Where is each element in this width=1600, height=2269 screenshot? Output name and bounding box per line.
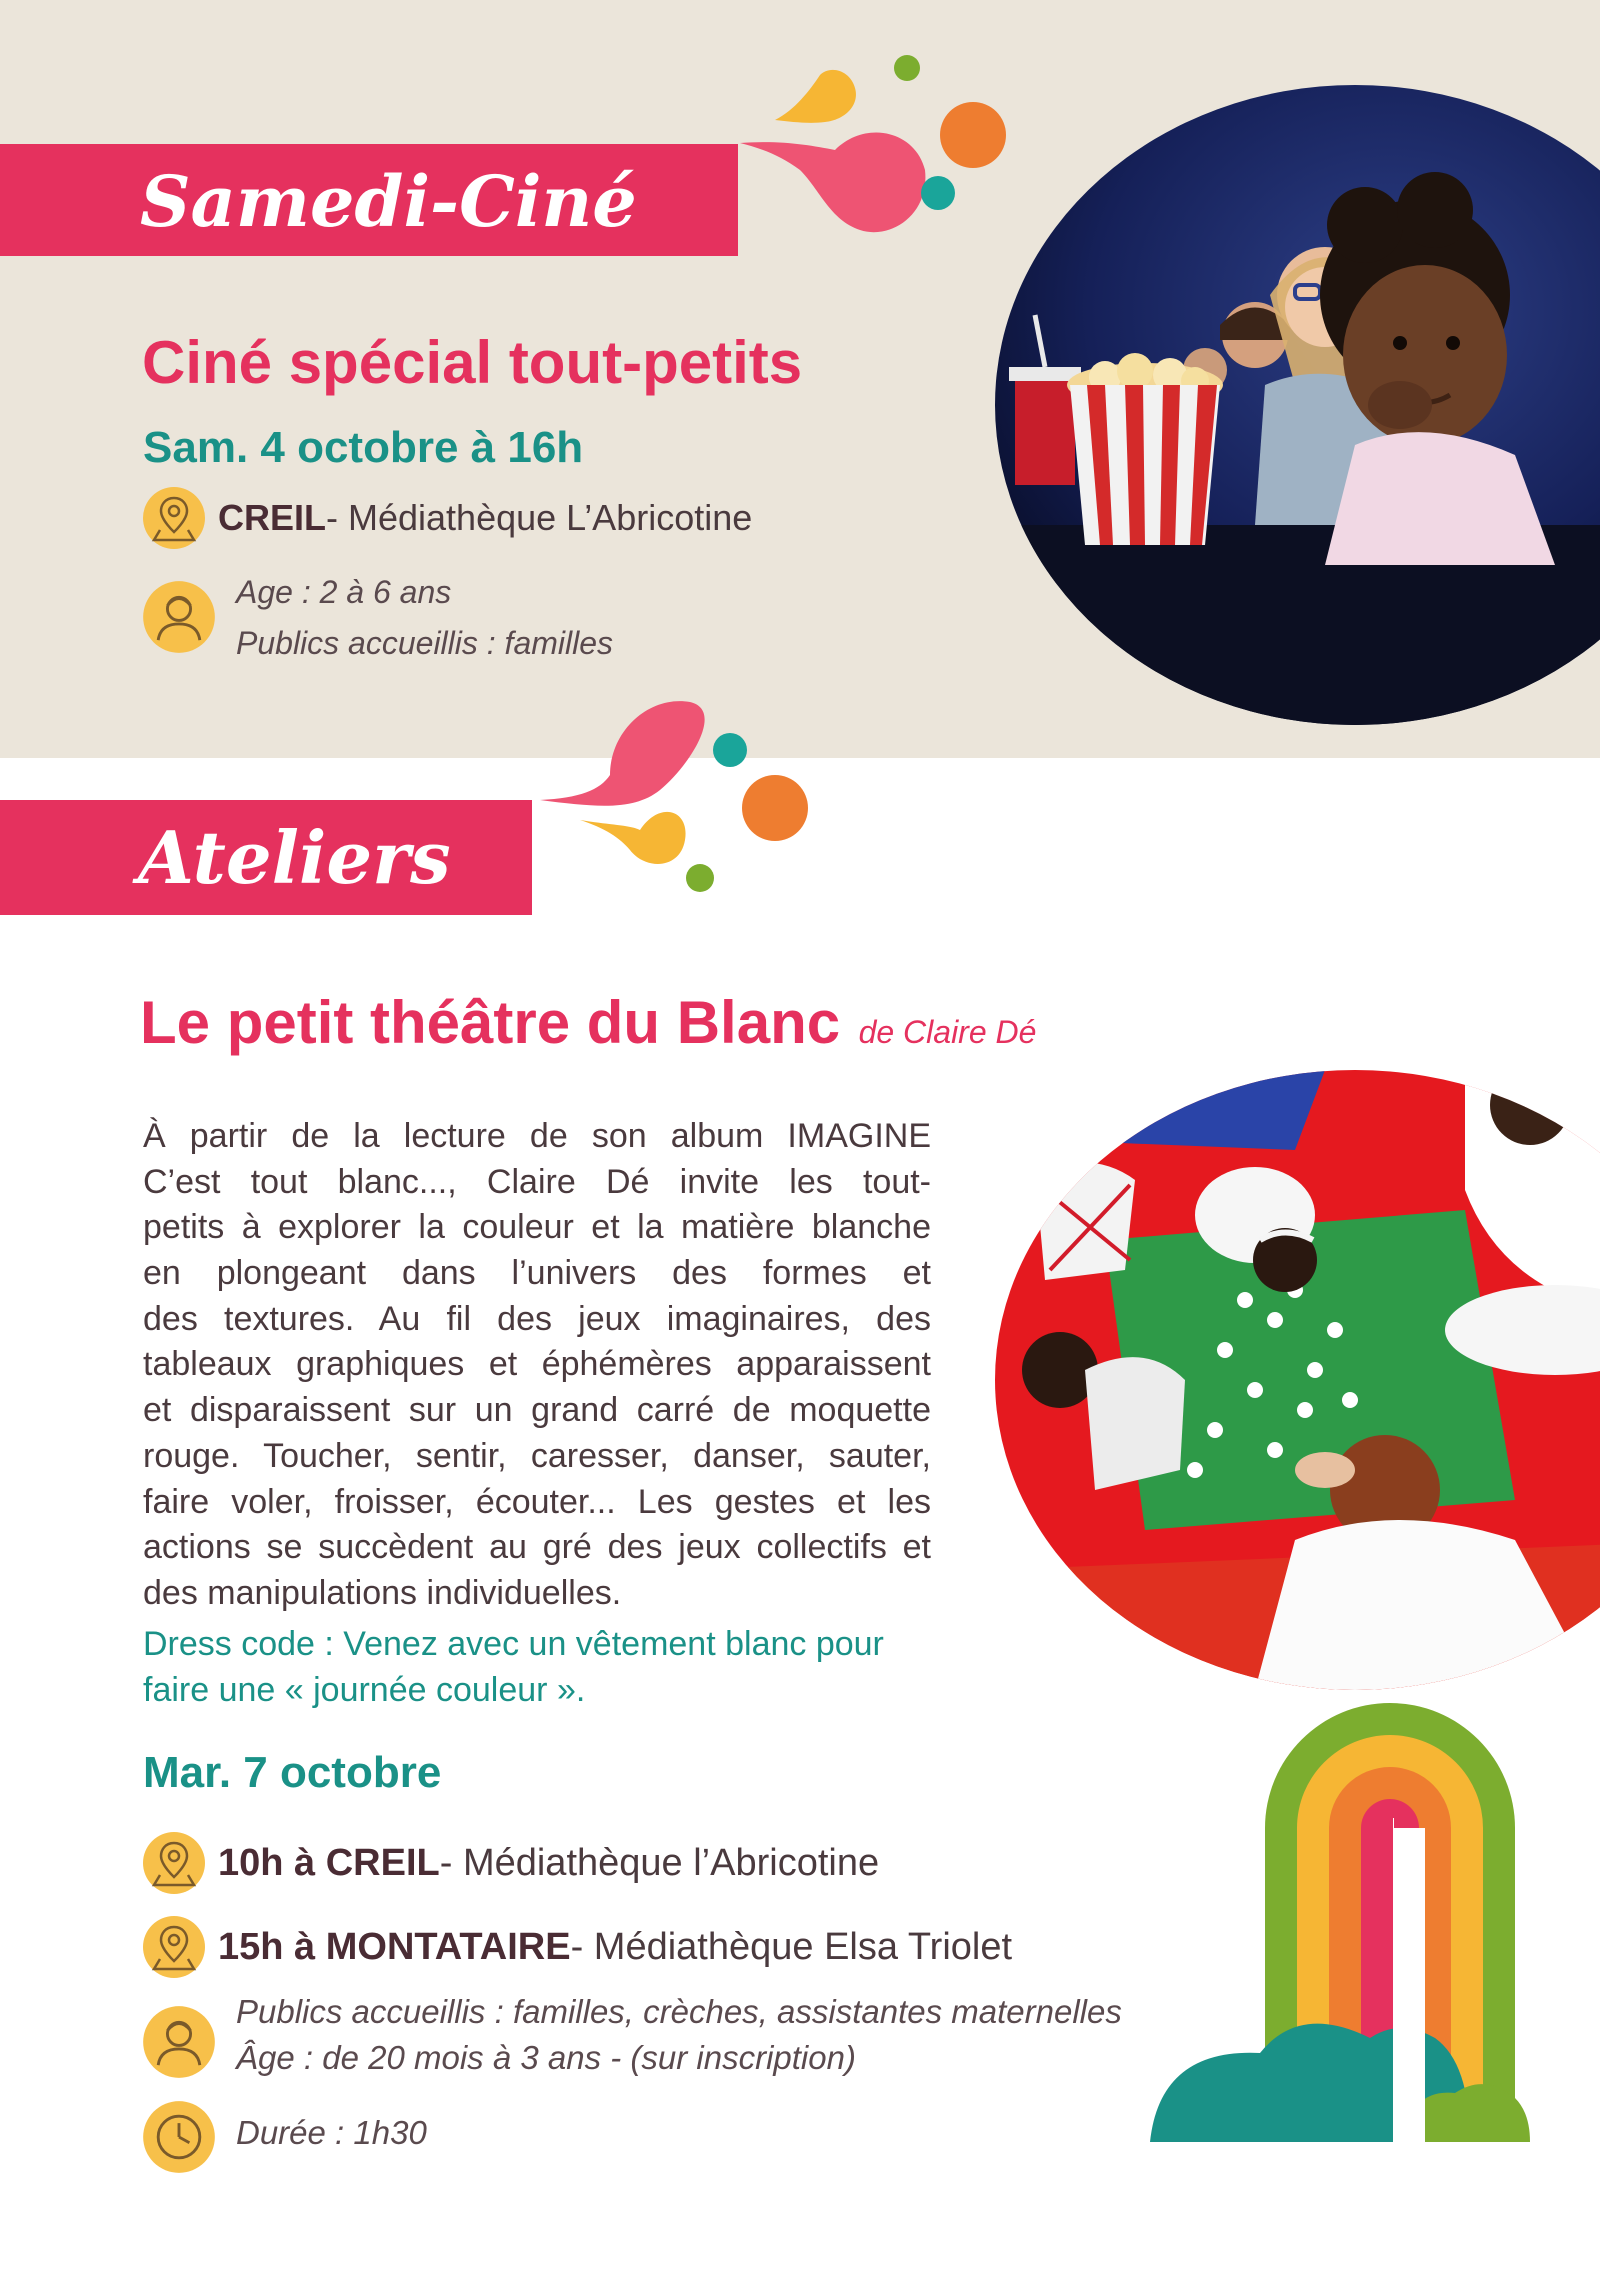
ateliers-banner-title: Ateliers bbox=[138, 815, 451, 900]
clock-icon bbox=[142, 2100, 216, 2174]
description-line: en plongeant dans l’univers des formes et bbox=[143, 1254, 931, 1293]
ateliers-author: de Claire Dé bbox=[858, 1014, 1037, 1050]
description-line: des manipulations individuelles. bbox=[143, 1573, 622, 1612]
description-line: C’est tout blanc..., Claire Dé invite les tout- bbox=[143, 1162, 931, 1201]
cine-location bbox=[142, 486, 752, 550]
session-place: - Médiathèque Elsa Triolet bbox=[570, 1925, 1013, 1968]
dress-code-line: Dress code : Venez avec un vêtement blanc pour bbox=[143, 1625, 884, 1663]
decorative-drops-top bbox=[700, 40, 1020, 280]
description-line: des textures. Au fil des jeux imaginaires, des bbox=[143, 1299, 931, 1338]
cine-location-place: - Médiathèque L’Abricotine bbox=[326, 497, 753, 538]
cine-date: Sam. 4 octobre à 16h bbox=[143, 423, 584, 472]
session-creil bbox=[142, 1831, 879, 1895]
ateliers-age: Âge : de 20 mois à 3 ans - (sur inscription) bbox=[236, 2039, 856, 2076]
dress-code bbox=[143, 1622, 884, 1713]
person-icon bbox=[142, 580, 216, 654]
rainbow-inner-gap bbox=[1393, 1828, 1425, 2142]
cine-publics: Publics accueillis : familles bbox=[236, 625, 614, 661]
session-place: - Médiathèque l’Abricotine bbox=[439, 1841, 880, 1884]
cine-banner-title: Samedi-Ciné bbox=[140, 160, 637, 243]
session-city: 15h à MONTATAIRE bbox=[218, 1925, 571, 1968]
ateliers-title: Le petit théâtre du Blanc bbox=[140, 989, 841, 1056]
location-pin-icon bbox=[142, 486, 206, 550]
decorative-rainbow bbox=[1150, 1668, 1600, 2168]
description-line: À partir de la lecture de son album IMAGINE bbox=[143, 1117, 931, 1155]
workshop-kids-photo bbox=[995, 1070, 1600, 1690]
description-line: petits à explorer la couleur et la matière blanche bbox=[143, 1208, 931, 1247]
location-pin-icon bbox=[142, 1831, 206, 1895]
ateliers-description bbox=[143, 1114, 931, 1617]
dress-code-line: faire une « journée couleur ». bbox=[143, 1670, 586, 1709]
session-montataire bbox=[142, 1915, 1012, 1979]
person-icon bbox=[142, 2005, 216, 2079]
decorative-drops-middle bbox=[540, 690, 820, 920]
ateliers-publics: Publics accueillis : familles, crèches, assistantes maternelles bbox=[236, 1993, 1122, 2030]
cine-title: Ciné spécial tout-petits bbox=[142, 329, 803, 396]
description-line: actions se succèdent au gré des jeux collectifs et bbox=[143, 1528, 931, 1567]
description-line: tableaux graphiques et éphémères apparaissent bbox=[143, 1345, 931, 1384]
description-line: rouge. Toucher, sentir, caresser, danser, sauter, bbox=[143, 1436, 931, 1475]
cine-age: Age : 2 à 6 ans bbox=[236, 574, 452, 610]
cine-location-city: CREIL bbox=[218, 497, 326, 538]
ateliers-date: Mar. 7 octobre bbox=[143, 1748, 442, 1797]
ateliers-duration: Durée : 1h30 bbox=[236, 2114, 427, 2151]
session-city: 10h à CREIL bbox=[218, 1841, 440, 1884]
description-line: et disparaissent sur un grand carré de moquette bbox=[143, 1391, 931, 1430]
description-line: faire voler, froisser, écouter... Les gestes et les bbox=[143, 1482, 931, 1521]
location-pin-icon bbox=[142, 1915, 206, 1979]
ateliers-title-row bbox=[140, 988, 1036, 1057]
